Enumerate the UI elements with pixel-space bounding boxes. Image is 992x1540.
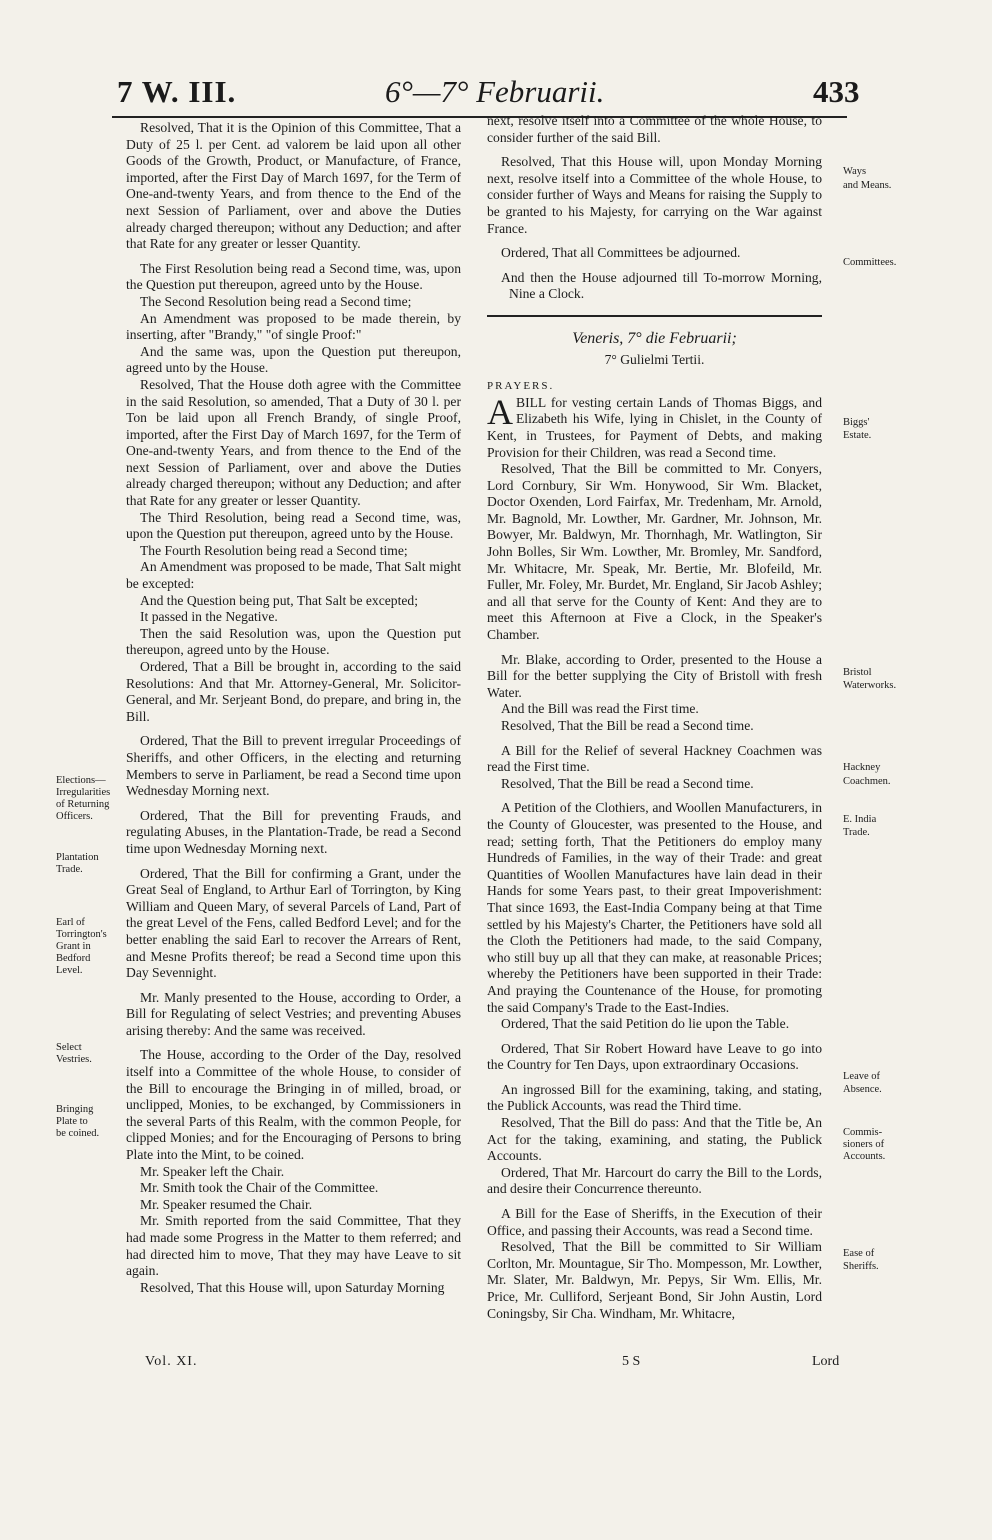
margin-note: Commis-: [843, 1127, 883, 1138]
paragraph: An ingrossed Bill for the examining, taking, and stating, the Publick Accounts, was read the Third time.: [487, 1081, 822, 1114]
margin-note: be coined.: [56, 1128, 100, 1139]
margin-note: Torrington's: [56, 929, 107, 940]
margin-note: Accounts.: [843, 1151, 886, 1162]
running-head-reign: 7 W. III.: [117, 74, 237, 109]
paragraph: Resolved, That this House will, upon Saturday Morning: [140, 1279, 445, 1295]
margin-note: Irregularities: [56, 787, 111, 798]
margin-note: Officers.: [56, 811, 93, 822]
section-rule: [487, 315, 822, 317]
margin-note: Elections—: [56, 775, 106, 786]
margin-note: Absence.: [843, 1084, 882, 1095]
margin-note: Plantation: [56, 852, 99, 863]
paragraph: Resolved, That this House will, upon Monday Morning next, resolve itself into a Committee of the whole House, to consider further of Ways and Means for raising the Supply to be granted to his Majesty, for carrying on the War against France.: [487, 154, 822, 236]
reign-subheading: 7° Gulielmi Tertii.: [604, 351, 705, 367]
paragraph: Resolved, That it is the Opinion of this Committee, That a Duty of 25 l. per Cent. ad valorem be laid upon all other Goods of the Growth, Product, or Manufacture, of France, imported, after the First Day of March 1697, for the Term of One-and-twenty Years, and from thence to the End of the next Session of Parliament, over and above the Duties already charged thereupon; without any Deduction; and after that Rate for any greater or lesser Quantity.: [126, 120, 461, 252]
paragraph: Mr. Smith took the Chair of the Committee.: [140, 1180, 379, 1196]
paragraph: Ordered, That the Bill for confirming a Grant, under the Great Seal of England, to Arthur Earl of Torrington, by King William and Queen Mary, of several Parcels of Land, Part of the great Level of the Fens, called Bedford Level; and for the better enabling the said Earl to recover the Arrears of Rent, and Mesne Profits thereof; be read a Second time upon this Day Sevennight.: [126, 865, 461, 981]
paragraph: Resolved, That the House doth agree with the Committee in the said Resolution, so amended, That a Duty of 30 l. per Ton be laid upon all French Brandy, of single Proof, imported, after the First Day of March 1697, for the Term of One-and-twenty Years, and from thence to the End of the next Session of Parliament, over and above the Duties already charged thereupon; without any Deduction; and after that Rate for any greater or lesser Quantity.: [126, 376, 461, 509]
margin-note: Ways: [843, 166, 867, 177]
running-head-dates: 6°—7° Februarii.: [385, 74, 605, 109]
signature-mark: 5 S: [622, 1354, 641, 1369]
paragraph: The First Resolution being read a Second time, was, upon the Question put thereupon, agreed unto by the House.: [126, 260, 461, 293]
paragraph: The Third Resolution, being read a Second time, was, upon the Question put thereupon, agreed unto by the House.: [126, 509, 461, 542]
paragraph: And the same was, upon the Question put thereupon, agreed unto by the House.: [126, 343, 461, 376]
margin-note: Level.: [56, 965, 83, 976]
paragraph: ABILL for vesting certain Lands of Thomas Biggs, and Elizabeth his Wife, lying in Chislet, in the County of Kent, in Trustees, for Payment of Debts, and making Provision for their Children, was read a Second time.: [487, 391, 822, 460]
margin-note: Biggs': [843, 417, 870, 428]
paragraph: Ordered, That the said Petition do lie upon the Table.: [501, 1016, 790, 1032]
paragraph: The Second Resolution being read a Second time;: [140, 293, 412, 309]
margin-note: Hackney: [843, 762, 881, 773]
paragraph: Ordered, That Sir Robert Howard have Leave to go into the Country for Ten Days, upon extraordinary Occasions.: [487, 1040, 822, 1073]
prayers-label: PRAYERS.: [487, 380, 555, 393]
paragraph: Mr. Manly presented to the House, according to Order, a Bill for Regulating of select Vestries; and preventing Abuses arising thereby: And the same was received.: [126, 989, 461, 1038]
paragraph: A Bill for the Ease of Sheriffs, in the Execution of their Office, and passing their Accounts, was read a Second time.: [487, 1206, 822, 1238]
paragraph: And then the House adjourned till To-morrow Morning, Nine a Clock.: [501, 269, 822, 302]
paragraph: The Fourth Resolution being read a Second time;: [140, 542, 408, 558]
right-column: [487, 113, 822, 1322]
paragraph: Ordered, That the Bill for preventing Frauds, and regulating Abuses, in the Plantation-Trade, be read a Second time upon Wednesday Morning next.: [126, 807, 461, 856]
paragraph: Ordered, That the Bill to prevent irregular Proceedings of Sheriffs, and other Officers, in the electing and returning Members to serve in Parliament, be read a Second time upon Wednesday Morning next.: [126, 733, 461, 799]
margin-note: Leave of: [843, 1071, 881, 1082]
margin-note: E. India: [843, 814, 877, 825]
margin-note: Coachmen.: [843, 776, 891, 787]
paragraph: A Petition of the Clothiers, and Woollen Manufacturers, in the County of Gloucester, was presented to the House, and read; setting forth, That the Petitioners do employ many Hundreds of Families, in the way of their Trade: and great Quantities of Woollen Manufactures have lain dead in their Hands for some Years past, to their great Impoverishment: That since 1693, the East-India Company being at that Time settled by his Majesty's Charter, the Petitioners have sold all the Cloth the Petitioners had made, to the said Company, who still buy up all that they can make, at reasonable Prices; whereby the Petitioners have been supported in their Trade: And praying the Countenance of the House, for promoting the said Company's Trade to the East-Indies.: [487, 800, 822, 1015]
paragraph: next, resolve itself into a Committee of the whole House, to consider further of the said Bill.: [487, 113, 822, 145]
catchword: Lord: [812, 1354, 840, 1369]
paragraph: Resolved, That the Bill be committed to Mr. Conyers, Lord Cornbury, Sir Wm. Honywood, Sir Wm. Blacket, Doctor Oxenden, Lord Fairfax, Mr. Tredenham, Mr. Arnold, Mr. Bagnold, Mr. Lowther, Mr. Gardner, Mr. Johnson, Mr. Bowyer, Mr. Baldwyn, Mr. Thornhagh, Mr. Watlington, Sir John Bolles, Sir Wm. Lowther, Mr. Bromley, Mr. Sandford, Mr. Whitacre, Mr. Speak, Mr. Bertie, Mr. Blofeild, Mr. Fuller, Mr. Foley, Mr. Burdet, Mr. England, Sir Jacob Ashley; and all that serve for the County of Kent: And they are to meet this Afternoon at Five a Clock, in the Speaker's Chamber.: [487, 461, 822, 643]
margin-note: Grant in: [56, 941, 91, 952]
drop-cap: A: [487, 391, 513, 432]
paragraph: Ordered, That Mr. Harcourt do carry the Bill to the Lords, and desire their Concurrence thereunto.: [487, 1164, 822, 1197]
margin-note: Estate.: [843, 430, 872, 441]
page-number: 433: [813, 74, 860, 109]
paragraph: Mr. Speaker resumed the Chair.: [140, 1196, 313, 1212]
margin-note: Sheriffs.: [843, 1261, 879, 1272]
paragraph: Resolved, That the Bill be read a Second time.: [501, 718, 754, 733]
paragraph: Mr. Blake, according to Order, presented to the House a Bill for the better supplying the City of Bristoll with fresh Water.: [487, 651, 822, 700]
paragraph: The House, according to the Order of the Day, resolved itself into a Committee of the whole House, to consider of the Bill to encourage the Bringing in of milled, broad, or unclipped, Monies, to be exchanged, by Commissioners in the several Parts of this Realm, with the common People, for clipped Monies; and for the Encouraging of Persons to bring Plate into the Mint, to be coined.: [126, 1047, 461, 1163]
margin-note: Bristol: [843, 667, 872, 678]
margin-note: Ease of: [843, 1248, 875, 1259]
margin-note: Committees.: [843, 257, 897, 268]
paragraph: An Amendment was proposed to be made therein, by inserting, after "Brandy," "of single Proof:": [126, 310, 461, 343]
paragraph: Resolved, That the Bill do pass: And that the Title be, An Act for the taking, examining, and stating, the Publick Accounts.: [487, 1115, 822, 1164]
margin-note: and Means.: [843, 180, 892, 191]
margin-note: Bringing: [56, 1104, 94, 1115]
margin-note: Trade.: [56, 864, 83, 875]
paragraph: Ordered, That a Bill be brought in, according to the said Resolutions: And that Mr. Attorney-General, Mr. Solicitor-General, and Mr. Serjeant Bond, do prepare, and bring in, the Bill.: [126, 659, 461, 724]
paragraph: It passed in the Negative.: [140, 609, 278, 625]
paragraph: Resolved, That the Bill be committed to Sir William Corlton, Mr. Mountague, Sir Tho. Mompesson, Mr. Lowther, Mr. Slater, Mr. Baldwyn, Mr. Pepys, Sir Wm. Ellis, Mr. Price, Mr. Culliford, Serjeant Bond, Sir John Austin, Lord Coningsby, Sir Cha. Windham, Mr. Whitacre,: [487, 1239, 822, 1321]
margin-note: Select: [56, 1042, 82, 1053]
paragraph: An Amendment was proposed to be made, That Salt might be excepted:: [126, 559, 461, 592]
paragraph: And the Question being put, That Salt be excepted;: [140, 592, 418, 608]
paragraph: A Bill for the Relief of several Hackney Coachmen was read the First time.: [487, 742, 822, 775]
paragraph: Mr. Speaker left the Chair.: [140, 1163, 285, 1179]
paragraph: Ordered, That all Committees be adjourned.: [501, 245, 741, 261]
margin-note: Waterworks.: [843, 680, 897, 691]
paragraph: And the Bill was read the First time.: [501, 701, 699, 717]
left-column: [126, 120, 461, 1296]
margin-note: sioners of: [843, 1139, 885, 1150]
margin-note: Vestries.: [56, 1054, 92, 1065]
day-heading: Veneris, 7° die Februarii;: [572, 329, 737, 347]
margin-note: Plate to: [56, 1116, 88, 1127]
margin-note: Earl of: [56, 917, 85, 928]
margin-note: Trade.: [843, 827, 870, 838]
paragraph: Mr. Smith reported from the said Committee, That they had made some Progress in the Matter to them referred; and had directed him to move, That they may have Leave to sit again.: [126, 1213, 461, 1279]
volume-label: Vol. XI.: [145, 1354, 198, 1369]
margin-note: Bedford: [56, 953, 91, 964]
paragraph: Then the said Resolution was, upon the Question put thereupon, agreed unto by the House.: [126, 625, 461, 658]
paragraph: Resolved, That the Bill be read a Second time.: [501, 775, 754, 791]
margin-note: of Returning: [56, 799, 110, 810]
